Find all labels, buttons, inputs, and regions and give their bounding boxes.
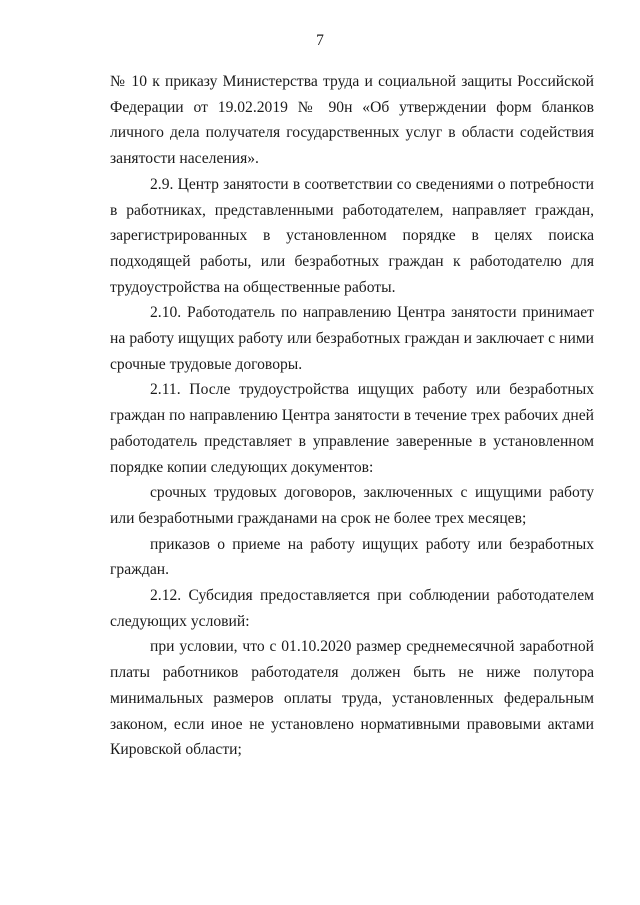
paragraph-2-9: 2.9. Центр занятости в соответствии со сведениями о потребности в работниках, представленными работодателем, направляет граждан, зарегистрированных в установленном порядке в целях поиска подходящей работы, или безработных граждан к работодателю для трудоустройства на общественные работы. xyxy=(110,175,594,296)
paragraph-wage-condition: при условии, что с 01.10.2020 размер среднемесячной заработной платы работников работодателя должен быть не ниже полутора минимальных размеров оплаты труда, установленных федеральным законом, если иное не установлено нормативными правовыми актами Кировской области; xyxy=(110,638,594,759)
paragraph-2-11: 2.11. После трудоустройства ищущих работу или безработных граждан по направлению Центра занятости в течение трех рабочих дней работодатель представляет в управление заверенные в установленном порядке копии следующих документов: xyxy=(110,381,594,476)
paragraph-orders: приказов о приеме на работу ищущих работу или безработных граждан. xyxy=(110,535,594,579)
paragraph-contracts: срочных трудовых договоров, заключенных с ищущими работу или безработными гражданами на срок не более трех месяцев; xyxy=(110,484,594,527)
paragraph-2-10: 2.10. Работодатель по направлению Центра занятости принимает на работу ищущих работу или безработных граждан и заключает с ними срочные трудовые договоры. xyxy=(110,304,594,373)
page-number: 7 xyxy=(316,32,324,49)
paragraph-continuation: № 10 к приказу Министерства труда и социальной защиты Российской Федерации от 19.02.2019 № 90н «Об утверждении форм бланков личного дела получателя государственных услуг в области содействия занятости населения». xyxy=(110,73,594,168)
document-body xyxy=(110,69,594,763)
paragraph-2-12: 2.12. Субсидия предоставляется при соблюдении работодателем следующих условий: xyxy=(110,587,594,630)
